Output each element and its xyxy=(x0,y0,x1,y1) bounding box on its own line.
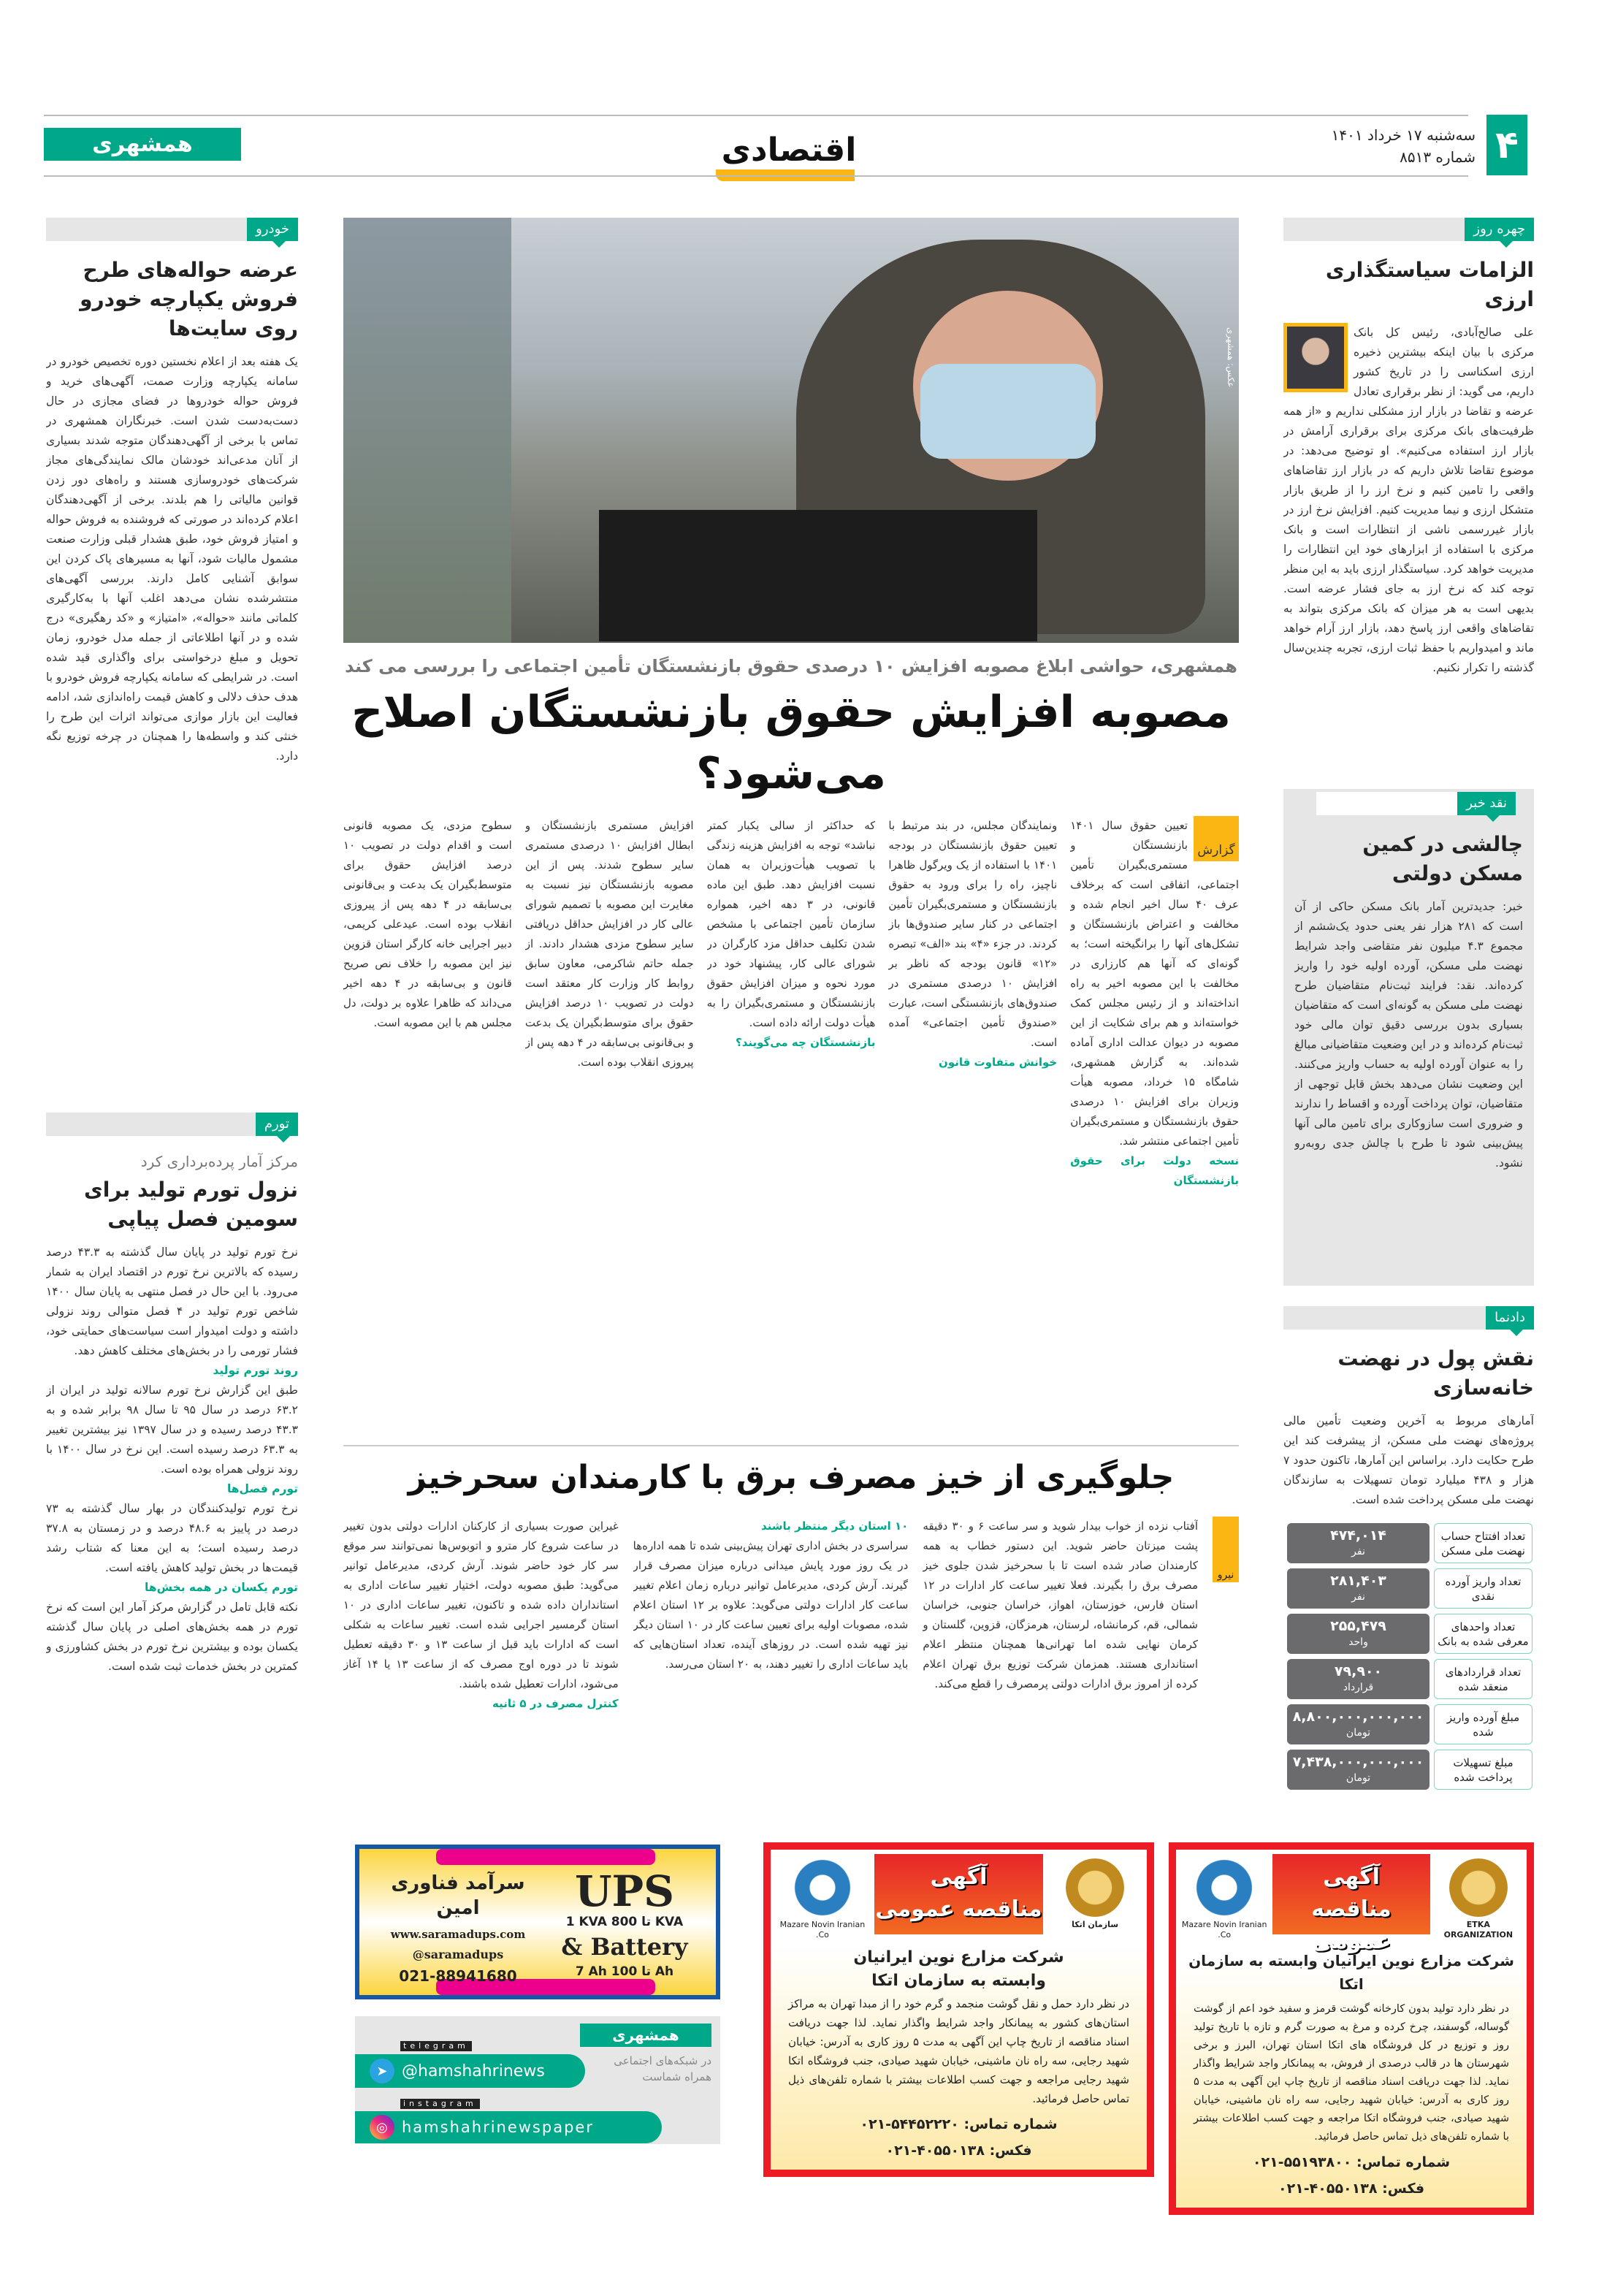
article-column: ۱۰ استان دیگر منتظر باشند سراسری در بخش اداری تهران پیش‌بینی شده تا همه اداره‌ها در یک روز مورد پایش میدانی درباره میزان مصرف قرار گیرند. آرش کردی، مدیرعامل توانیر درباره زمان اعلام تغییر ساعت کار ادارات دولتی می‌گوید: علاوه بر ۱۲ استان اعلام شده، مصوبات اولیه برای تعیین ساعت کار در ۱۰ استان دیگر نیز تهیه شده است. در روزهای آینده، تعداد استان‌هایی که باید ساعات اداری را تغییر دهند، به ۲۰ استان می‌رسد. xyxy=(633,1519,909,1671)
social-tagline: در شبکه‌های اجتماعی همراه شماست xyxy=(614,2054,711,2083)
article-column: که حداکثر از سالی یکبار کمتر نباشد» توجه به افزایش هزینه زندگی با تصویب هیأت‌وزیران به همان نسبت افزایش دهد. طبق این ماده قانونی، در ۳ دهه اخیر، همواره سازمان تأمین اجتماعی با مشخص شدن تکلیف حداقل مزد کارگران در شورای عالی کار، پیشنهاد خود در مورد نحوه و میزان افزایش حقوق بازنشستگان و مستمری‌بگیران را به هیأت دولت ارائه داده است. بازنشستگان چه می‌گویند؟ xyxy=(706,819,876,1049)
critique-body: خبر: جدیدترین آمار بانک مسکن حاکی از آن است که ۲۸۱ هزار نفر یعنی حدود یک‌ششم از مجموع ۴.۳ میلیون نفر متقاضی واجد شرایط نهضت ملی مسکن، آورده اولیه خود را واریز کرده‌اند. نقد: فرایند ثبت‌نام متقاضیان طرح نهضت ملی مسکن به گونه‌ای است که متقاضیان بسیاری بدون بررسی دقیق توان مالی خود ثبت‌نام کرده‌اند و در این وضعیت متقاضیانی مبالغ را به عنوان آورده اولیه به حساب واریز می‌کنند. این وضعیت نشان می‌دهد بخش قابل توجهی از متقاضیان، توان پرداخت آورده و اقساط را ندارند و ضروری است سازوکاری برای تامین مالی آنها پیش‌بینی شود تا طرح با چالش جدی روبه‌رو نشود. xyxy=(1294,900,1523,1170)
inflation-body: نرخ تورم تولید در پایان سال گذشته به ۴۳.۳ درصد رسیده که بالاترین نرخ تورم در اقتصاد ایران به شمار می‌رود. با این حال در فصل منتهی به پایان سال ۱۴۰۰ شاخص تورم تولید در ۴ فصل متوالی روند نزولی داشته و دولت امیدوار است سیاست‌های حمایتی خود، فشار تورمی را در بخش‌های مختلف کاهش دهد. روند تورم تولید طبق این گزارش نرخ تورم سالانه تولید در ایران از ۶۳.۲ درصد در سال ۹۵ تا سال ۹۸ برابر شده و به ۴۳.۳ درصد رسیده و در سال ۱۳۹۷ نیز بیشترین تغییر به ۶۳.۳ درصد رسیده است. این نرخ در سال ۱۴۰۰ با روند نزولی همراه بوده است. تورم فصل‌ها نرخ تورم تولیدکنندگان در بهار سال گذشته به ۷۳ درصد در پاییز به ۴۸.۶ درصد و در زمستان به ۳۷.۸ درصد رسیده است؛ به این معنا که شتاب رشد قیمت‌ها در بخش تولید کاهش یافته است. تورم یکسان در همه بخش‌ها نکته قابل تامل در گزارش مرکز آمار این است که نرخ تورم در همه بخش‌های اصلی در پایان سال گذشته یکسان بوده و بیشترین نرخ تورم در بخش کشاورزی و کمترین در بخش خدمات ثبت شده است. xyxy=(46,1246,298,1673)
kicker-critique: نقد خبر xyxy=(1316,792,1516,815)
article-column: آفتاب نزده از خواب بیدار شوید و سر ساعت ۶ و ۳۰ دقیقه پشت میزتان حاضر شوید. این دستور خطاب به همه کارمندان صادر شده است تا با سحرخیز شدن جلوی خیز مصرف برق را بگیرند. فعلا تغییر ساعت کار ادارات در ۱۲ استان فارس، خوزستان، اهواز، خراسان جنوبی، خراسان شمالی، قم، کرمانشاه، لرستان، هرمزگان، قزوین، گلستان و کرمان نهایی شده اما تهرانی‌ها همچنان منتظر اعلام استانداری هستند. همزمان شرکت توزیع برق تهران اعلام کرده از امروز برق ادارات دولتی پرمصرف را قطع می‌کند. xyxy=(923,1519,1198,1690)
stat-value: ۲۵۵,۴۷۹ واحد xyxy=(1287,1614,1429,1654)
stats-table xyxy=(1287,1523,1532,1795)
main-subtitle: همشهری، حواشی ابلاغ مصوبه افزایش ۱۰ درصدی حقوق بازنشستگان تأمین اجتماعی را بررسی می کند xyxy=(345,656,1237,676)
report-tag: گزارش xyxy=(1194,816,1239,861)
main-article-body xyxy=(343,816,1239,1439)
article-column: ونمایندگان مجلس، در بند مرتبط با تعیین حقوق بازنشستگان در بودجه ۱۴۰۱ با استفاده از یک ویرگول ظاهرا ناچیز، راه را برای ورود به حقوق بازنشستگان و مستمری‌بگیران تأمین اجتماعی در کنار سایر صندوق‌ها باز کردند. در جزء «۴» بند «الف» تبصره «۱۲» قانون بودجه که ناظر بر افزایش ۱۰ درصدی مستمری در صندوق‌های بازنشستگی است، عبارت «صندوق تأمین اجتماعی» آمده است. خوانش متفاوت قانون xyxy=(888,819,1058,1069)
issue-number: شماره ۸۵۱۳ xyxy=(1400,148,1476,166)
hamshahri-logo: همشهری xyxy=(580,2024,711,2047)
main-photo-chess-player xyxy=(343,218,1239,643)
hamshahri-logo: همشهری xyxy=(44,128,241,161)
etka-logo: ETKA ORGANIZATION xyxy=(1435,1854,1522,1940)
etka-logo: سازمان اتکا xyxy=(1047,1854,1142,1930)
section-logo: اقتصادی xyxy=(687,131,891,183)
stat-row xyxy=(1287,1523,1532,1563)
page-number: ۴ xyxy=(1486,115,1527,175)
inflation-title: نزول تورم تولید برای سومین فصل پیاپی xyxy=(84,1178,298,1231)
instagram-link[interactable]: ◎ hamshahrinewspaper xyxy=(355,2111,662,2143)
face-of-day-section xyxy=(1283,218,1534,758)
stat-label: مبلغ تسهیلات پرداخت شده xyxy=(1434,1750,1532,1790)
article-column: سطوح مزدی، یک مصوبه قانونی است و اقدام دولت در تصویب ۱۰ درصد افزایش حقوق برای متوسط‌بگیران یک بدعت و بی‌قانونی بی‌سابقه در ۴ دهه پس از پیروزی انقلاب بوده است. عیدعلی کریمی، دبیر اجرایی خانه کارگر استان قزوین نیز این مصوبه را خلاف نص صریح قانون و بی‌سابقه در ۴ دهه اخیر می‌داند که ظاهرا علاوه بر دولت، دل مجلس هم با این مصوبه است. xyxy=(343,819,512,1029)
instagram-icon: ◎ xyxy=(370,2115,394,2140)
kicker-face-of-day: چهره روز xyxy=(1283,218,1534,241)
main-headline: مصوبه افزایش حقوق بازنشستگان اصلاح می‌شود؟ xyxy=(351,687,1231,799)
power-headline: جلوگیری از خیز مصرف برق با کارمندان سحرخیز xyxy=(408,1459,1175,1496)
main-article xyxy=(343,654,1239,1439)
inflation-section xyxy=(46,1113,298,2274)
cars-title: عرضه حواله‌های طرح فروش یکپارچه خودرو روی سایت‌ها xyxy=(80,258,298,340)
cars-section xyxy=(46,218,298,1087)
article-column: غیراین صورت بسیاری از کارکنان ادارات دولتی بدون تغییر در ساعت شروع کار مترو و اتوبوس‌ها نمی‌توانند سر موقع سر کار خود حاضر شوند. آرش کردی، مدیرعامل توانیر می‌گوید: طبق مصوبه دولت، اختیار تغییر ساعات اداری به استانداران داده شده و تاکنون، تغییر ساعات اداری در ۱۰ استان گرمسیر اجرایی شده است. تغییر ساعات به شکلی است که ادارات باید قبل از ساعت ۱۳ و ۳۰ دقیقه تعطیل شوند تا در دوره اوج مصرف که از ساعت ۱۳ یا ۱۴ آغاز می‌شود، ادارات تعطیل شده باشند. کنترل مصرف در ۵ ثانیه xyxy=(343,1519,619,1710)
kicker-data-view: دادنما xyxy=(1283,1306,1534,1330)
stat-value: ۸,۸۰۰,۰۰۰,۰۰۰,۰۰۰ تومان xyxy=(1287,1704,1429,1744)
stat-row xyxy=(1287,1568,1532,1609)
face-of-day-body: علی صالح‌آبادی، رئیس کل بانک مرکزی با بیان اینکه بیشترین ذخیره ارزی اسکناسی را در تاریخ کشور داریم، می گوید: از نظر برقراری تعادل عرضه و تقاضا در بازار ارز مشکلی نداریم و «از همه ظرفیت‌های بانک مرکزی برای برقراری آرامش در بازار ارز استفاده می‌کنیم». او توضیح می‌دهد: در موضوع تقاضا تلاش داریم که در بازار ارز تقاضاهای واقعی را تامین کنیم و نرخ ارز را از طریق بازار متشکل ارزی و نیما مدیریت کنیم. افزایش نرخ ارز در بازار غیررسمی ناشی از انتظارات است و بانک مرکزی با استفاده از ابزارهای خود این انتظارات را مدیریت خواهد کرد. سیاستگذار ارزی باید به این منظر توجه کند که نرخ ارز به جای فشار عرضه است. بدیهی است به هر میزان که بانک مرکزی بتواند به تقاضاهای واقعی ارز پاسخ دهد، بازار ارز آرام خواهد ماند و امیدواریم با حفظ ثبات ارزی، تجربه چندین‌سال گذشته را تکرار نکنیم. xyxy=(1283,323,1534,758)
critique-title: چالشی در کمین مسکن دولتی xyxy=(1362,832,1523,885)
telegram-icon: ➤ xyxy=(370,2059,394,2083)
stat-label: تعداد واریز آورده نقدی xyxy=(1434,1568,1532,1609)
cars-body: یک هفته بعد از اعلام نخستین دوره تخصیص خودرو در سامانه یکپارچه وزارت صمت، آگهی‌های خرید و فروش حواله خودروها در فضای مجازی در حال دست‌به‌دست شدن است. خبرنگاران همشهری در تماس با برخی از آگهی‌دهندگان متوجه شدند بسیاری از آنان مدعی‌اند خودشان مالک نمایندگی‌های مجاز شرکت‌های خودروسازی هستند و راه‌های دور زدن قوانین مالیاتی را هم بلدند. برخی از آگهی‌دهندگان اعلام کرده‌اند در صورتی که فروشنده به فروش حواله و امتیاز فروش خود، طبق هشدار قبلی وزارت صنعت مشمول مالیات شود، آنها به مسیرهای پاک کردن این سوابق آشنایی کامل دارند. بررسی آگهی‌های منتشرشده نشان می‌دهد اغلب آنها با به‌کارگیری کلماتی مانند «حواله»، «امتیاز» و «کد رهگیری» درج شده و در آنها اطلاعاتی از جمله مدل خودرو، زمان تحویل و مبلغ درخواستی برای واگذاری قید شده است. در شرایطی که سامانه یکپارچه فروش خودرو با هدف حذف دلالی و کاهش قیمت راه‌اندازی شد، ادامه فعالیت این بازار موازی می‌تواند اثرات این طرح را خنثی کند و واسطه‌ها را همچنان در چرخه توزیع نگه دارد. xyxy=(46,355,298,763)
critique-box xyxy=(1283,789,1534,1286)
stat-label: مبلغ آورده واریز شده xyxy=(1434,1704,1532,1744)
stat-value: ۷,۴۳۸,۰۰۰,۰۰۰,۰۰۰ تومان xyxy=(1287,1750,1429,1790)
telegram-link[interactable]: ➤ @hamshahrinews xyxy=(355,2054,585,2088)
issue-date: سه‌شنبه ۱۷ خرداد ۱۴۰۱ xyxy=(1331,126,1476,144)
photo-credit: عکس: همشهری xyxy=(1226,327,1236,388)
ad-tender-heading: آگهی مناقصه عمومی xyxy=(1272,1854,1429,1934)
stat-row xyxy=(1287,1614,1532,1654)
stat-label: تعداد واحدهای معرفی شده به بانک xyxy=(1434,1614,1532,1654)
stat-label: تعداد افتتاح حساب نهضت ملی مسکن xyxy=(1434,1523,1532,1563)
inflation-subtitle: مرکز آمار پرده‌برداری کرد xyxy=(140,1153,298,1170)
stat-value: ۷۹,۹۰۰ قرارداد xyxy=(1287,1659,1429,1699)
power-article xyxy=(343,1454,1239,1812)
stat-row xyxy=(1287,1704,1532,1744)
telegram-label: telegram xyxy=(400,2041,472,2051)
ad-ups-battery: UPS 1 KVA تا 800 KVA & Battery 7 Ah تا 100 Ah سرآمد فناوری امین www.saramadups.com @saramadups 021-88941680 xyxy=(355,1845,720,1999)
header-rule-top xyxy=(44,115,1468,116)
ad-tender-meat-transport: سازمان اتکا آگهی مناقصه عمومی Mazare Novin Iranian Co. شرکت مزارع نوین ایرانیان وابسته به سازمان اتکا در نظر دارد حمل و نقل گوشت منجمد و گرم خود را از مبدا تهران به مراکز استان‌های کشور به پیمانکار واجد شرایط واگذار نماید. لذا جهت دریافت اسناد مناقصه از تاریخ چاپ این آگهی به مدت ۵ روز کاری به آدرس: خیابان شهید رجایی، سه راه نان ماشینی، خیابان شهید صیادی، جنب فروشگاه اتکا شهید رجایی مراجعه و جهت کسب اطلاعات بیشتر با شماره تلفن‌های ذیل تماس حاصل فرمائید. شماره تماس: ۵۴۴۵۲۲۲۰-۰۲۱ فکس: ۴۰۵۵۰۱۳۸-۰۲۱ xyxy=(763,1842,1154,2177)
stat-value: ۴۷۴,۰۱۴ نفر xyxy=(1287,1523,1429,1563)
power-article-body xyxy=(343,1517,1239,1812)
issue-info xyxy=(1227,124,1476,168)
article-divider xyxy=(343,1445,1239,1446)
instagram-label: instagram xyxy=(400,2099,480,2109)
article-column: افزایش مستمری بازنشستگان و ابطال افزایش ۱۰ درصدی مستمری سایر سطوح شدند. پس از این مصوبه بازنشستگان نیز نسبت به مغایرت این مصوبه با تصمیم شورای عالی کار در افزایش حداقل دریافتی سایر سطوح مزدی هشدار دادند. از جمله حاتم شاکرمی، معاون سابق روابط کار وزارت کار معتقد است دولت در تصویب ۱۰ درصد افزایش حقوق برای متوسط‌بگیران یک بدعت و بی‌قانونی بی‌سابقه در ۴ دهه پس از پیروزی انقلاب بوده است. xyxy=(524,819,694,1069)
stat-label: تعداد قراردادهای منعقد شده xyxy=(1434,1659,1532,1699)
portrait-photo xyxy=(1283,323,1348,392)
stat-row xyxy=(1287,1659,1532,1699)
data-view-title: نقش پول در نهضت خانه‌سازی xyxy=(1337,1346,1534,1400)
face-of-day-title: الزامات سیاستگذاری ارزی xyxy=(1325,258,1534,311)
data-view-body: آمارهای مربوط به آخرین وضعیت تأمین مالی پروژه‌های نهضت ملی مسکن، از پیشرفت کند این طرح حکایت دارد. براساس این آمارها، تاکنون حدود ۷ هزار و ۴۳۸ میلیارد تومان تسهیلات به سازندگان نهضت ملی مسکن پرداخت شده است. xyxy=(1283,1414,1534,1506)
data-view-section xyxy=(1283,1306,1534,1518)
kicker-inflation: تورم xyxy=(46,1113,298,1136)
stat-row xyxy=(1287,1750,1532,1790)
stat-value: ۲۸۱,۴۰۳ نفر xyxy=(1287,1568,1429,1609)
ad-tender-meat-production: ETKA ORGANIZATION آگهی مناقصه عمومی Mazare Novin Iranian Co. شرکت مزارع نوین ایرانیان وابسته به سازمان اتکا در نظر دارد تولید بدون کارخانه گوشت قرمز و سفید خود اعم از گوشت گوساله، گوسفند، چرخ کرده و مرغ به صورت گرم و تازه با تاریخ تولید روز و توزیع در کل فروشگاه های اتکا استان تهران، البرز و برخی شهرستان ها در قالب درصدی از فروش، به پیمانکار واجد شرایط واگذار نماید. لذا جهت دریافت اسناد مناقصه از تاریخ چاپ این آگهی به مدت ۵ روز کاری به آدرس: خیابان شهید رجایی، سه راه نان ماشینی، خیابان شهید صیادی، جنب فروشگاه اتکا مراجعه و جهت کسب اطلاعات بیشتر با شماره تلفن‌های ذیل تماس حاصل فرمائید. شماره تماس: ۵۵۱۹۳۸۰۰-۰۲۱ فکس: ۴۰۵۵۰۱۳۸-۰۲۱ xyxy=(1169,1842,1534,2215)
power-tag: نیرو xyxy=(1213,1517,1239,1582)
mazare-novin-logo: Mazare Novin Iranian Co. xyxy=(775,1854,870,1940)
social-media-box xyxy=(355,2016,720,2144)
article-column: گزارش تعیین حقوق سال ۱۴۰۱ بازنشستگان و مستمری‌بگیران تأمین اجتماعی، اتفاقی است که برخلاف عرف ۴۰ سال اخیر انجام شده و مخالفت و اعتراض بازنشستگان و تشکل‌های آنها را برانگیخته است؛ به گونه‌ای که آنها هم کارزاری در مخالفت با این مصوبه اخیر به راه انداخته‌اند و از رئیس مجلس کمک خواسته‌اند و هم برای شکایت از این مصوبه در دیوان عدالت اداری آماده شده‌اند. به گزارش همشهری، شامگاه ۱۵ خرداد، مصوبه هیأت وزیران برای افزایش ۱۰ درصدی حقوق بازنشستگان و مستمری‌بگیران تأمین اجتماعی منتشر شد. نسخه دولت برای حقوق بازنشستگان xyxy=(1070,816,1239,1439)
ad-tender-heading: آگهی مناقصه عمومی xyxy=(874,1854,1043,1934)
mazare-novin-logo: Mazare Novin Iranian Co. xyxy=(1180,1854,1268,1940)
kicker-cars: خودرو xyxy=(46,218,298,241)
